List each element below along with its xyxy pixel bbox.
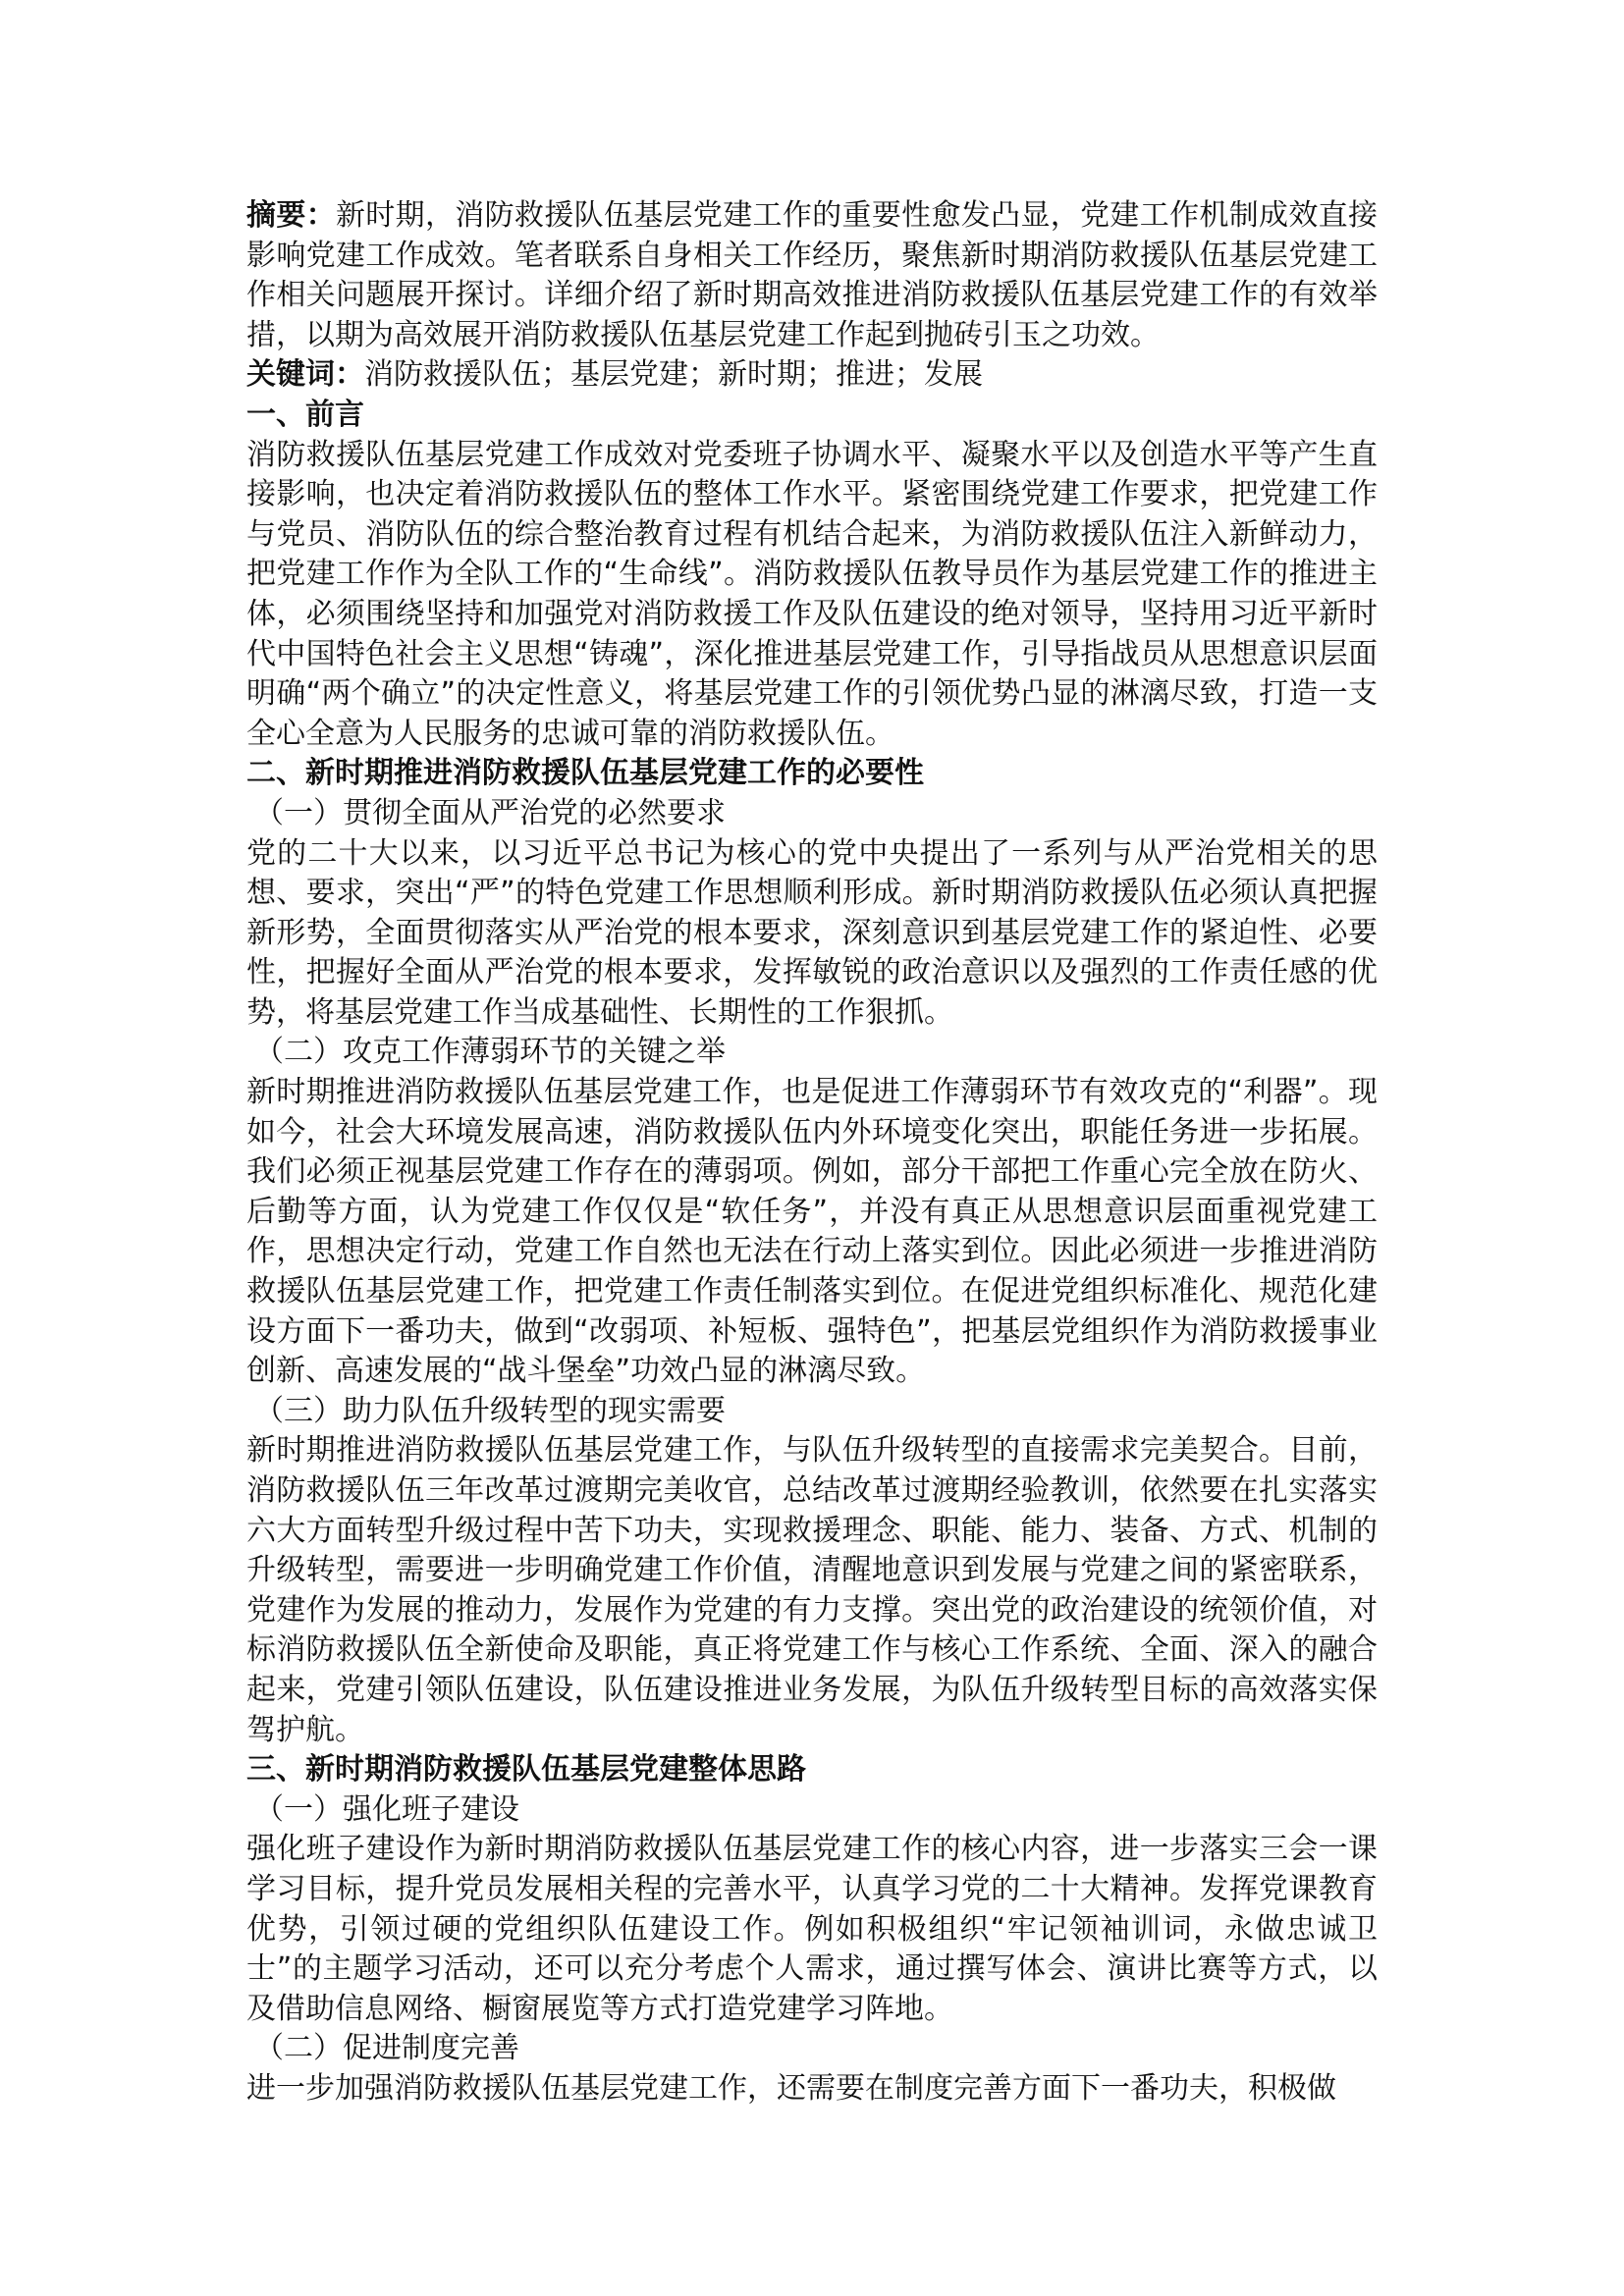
abstract-text: 新时期，消防救援队伍基层党建工作的重要性愈发凸显，党建工作机制成效直接影响党建工作成效。笔者联系自身相关工作经历，聚焦新时期消防救援队伍基层党建工作相关问题展开探讨。详细介绍了新时期高效推进消防救援队伍基层党建工作的有效举措，以期为高效展开消防救援队伍基层党建工作起到抛砖引玉之功效。 [246, 198, 1379, 352]
preface-paragraph: 消防救援队伍基层党建工作成效对党委班子协调水平、凝聚水平以及创造水平等产生直接影响，也决定着消防救援队伍的整体工作水平。紧密围绕党建工作要求，把党建工作与党员、消防队伍的综合整治教育过程有机结合起来，为消防救援队伍注入新鲜动力，把党建工作作为全队工作的“生命线”。消防救援队伍教导员作为基层党建工作的推进主体，必须围绕坚持和加强党对消防救援工作及队伍建设的绝对领导，坚持用习近平新时代中国特色社会主义思想“铸魂”，深化推进基层党建工作，引导指战员从思想意识层面明确“两个确立”的决定性意义，将基层党建工作的引领优势凸显的淋漓尽致，打造一支全心全意为人民服务的忠诚可靠的消防救援队伍。 [246, 437, 1378, 751]
team-building-paragraph: 强化班子建设作为新时期消防救援队伍基层党建工作的核心内容，进一步落实三会一课学习目标，提升党员发展相关程的完善水平，认真学习党的二十大精神。发挥党课教育优势，引领过硬的党组织队伍建设工作。例如积极组织“牢记领袖训词，永做忠诚卫士”的主题学习活动，还可以充分考虑个人需求，通过撰写体会、演讲比赛等方式，以及借助信息网络、橱窗展览等方式打造党建学习阵地。 [246, 1832, 1378, 2026]
subheading-system-improvement: （二）促进制度完善 [254, 2031, 519, 2066]
subheading-weak-links: （二）攻克工作薄弱环节的关键之举 [254, 1035, 726, 1070]
keywords-text: 消防救援队伍；基层党建；新时期；推进；发展 [364, 357, 983, 393]
section-heading-necessity: 二、新时期推进消防救援队伍基层党建工作的必要性 [246, 756, 924, 791]
keywords-paragraph [246, 355, 1378, 396]
weak-links-paragraph: 新时期推进消防救援队伍基层党建工作，也是促进工作薄弱环节有效攻克的“利器”。现如今，社会大环境发展高速，消防救援队伍内外环境变化突出，职能任务进一步拓展。我们必须正视基层党建工作存在的薄弱项。例如，部分干部把工作重心完全放在防火、后勤等方面，认为党建工作仅仅是“软任务”，并没有真正从思想意识层面重视党建工作，思想决定行动，党建工作自然也无法在行动上落实到位。因此必须进一步推进消防救援队伍基层党建工作，把党建工作责任制落实到位。在促进党组织标准化、规范化建设方面下一番功夫，做到“改弱项、补短板、强特色”，把基层党组织作为消防救援事业创新、高速发展的“战斗堡垒”功效凸显的淋漓尽致。 [246, 1075, 1378, 1389]
subheading-team-building: （一）强化班子建设 [254, 1791, 519, 1827]
abstract-label: 摘要： [246, 198, 336, 233]
subheading-upgrade-transformation: （三）助力队伍升级转型的现实需要 [254, 1393, 726, 1428]
strict-governance-paragraph: 党的二十大以来，以习近平总书记为核心的党中央提出了一系列与从严治党相关的思想、要求，突出“严”的特色党建工作思想顺利形成。新时期消防救援队伍必须认真把握新形势，全面贯彻落实从严治党的根本要求，深刻意识到基层党建工作的紧迫性、必要性，把握好全面从严治党的根本要求，发挥敏锐的政治意识以及强烈的工作责任感的优势，将基层党建工作当成基础性、长期性的工作狠抓。 [246, 835, 1378, 1030]
subheading-strict-governance: （一）贯彻全面从严治党的必然要求 [254, 795, 726, 830]
system-improvement-paragraph: 进一步加强消防救援队伍基层党建工作，还需要在制度完善方面下一番功夫，积极做 [246, 2070, 1336, 2106]
section-heading-preface: 一、前言 [246, 397, 364, 432]
abstract-paragraph [246, 196, 1378, 355]
document-body [246, 196, 1378, 2109]
section-heading-overall-approach: 三、新时期消防救援队伍基层党建整体思路 [246, 1752, 806, 1788]
upgrade-transformation-paragraph: 新时期推进消防救援队伍基层党建工作，与队伍升级转型的直接需求完美契合。目前，消防救援队伍三年改革过渡期完美收官，总结改革过渡期经验教训，依然要在扎实落实六大方面转型升级过程中苦下功夫，实现救援理念、职能、能力、装备、方式、机制的升级转型，需要进一步明确党建工作价值，清醒地意识到发展与党建之间的紧密联系，党建作为发展的推动力，发展作为党建的有力支撑。突出党的政治建设的统领价值，对标消防救援队伍全新使命及职能，真正将党建工作与核心工作系统、全面、深入的融合起来，党建引领队伍建设，队伍建设推进业务发展，为队伍升级转型目标的高效落实保驾护航。 [246, 1433, 1378, 1747]
keywords-label: 关键词： [246, 357, 364, 393]
